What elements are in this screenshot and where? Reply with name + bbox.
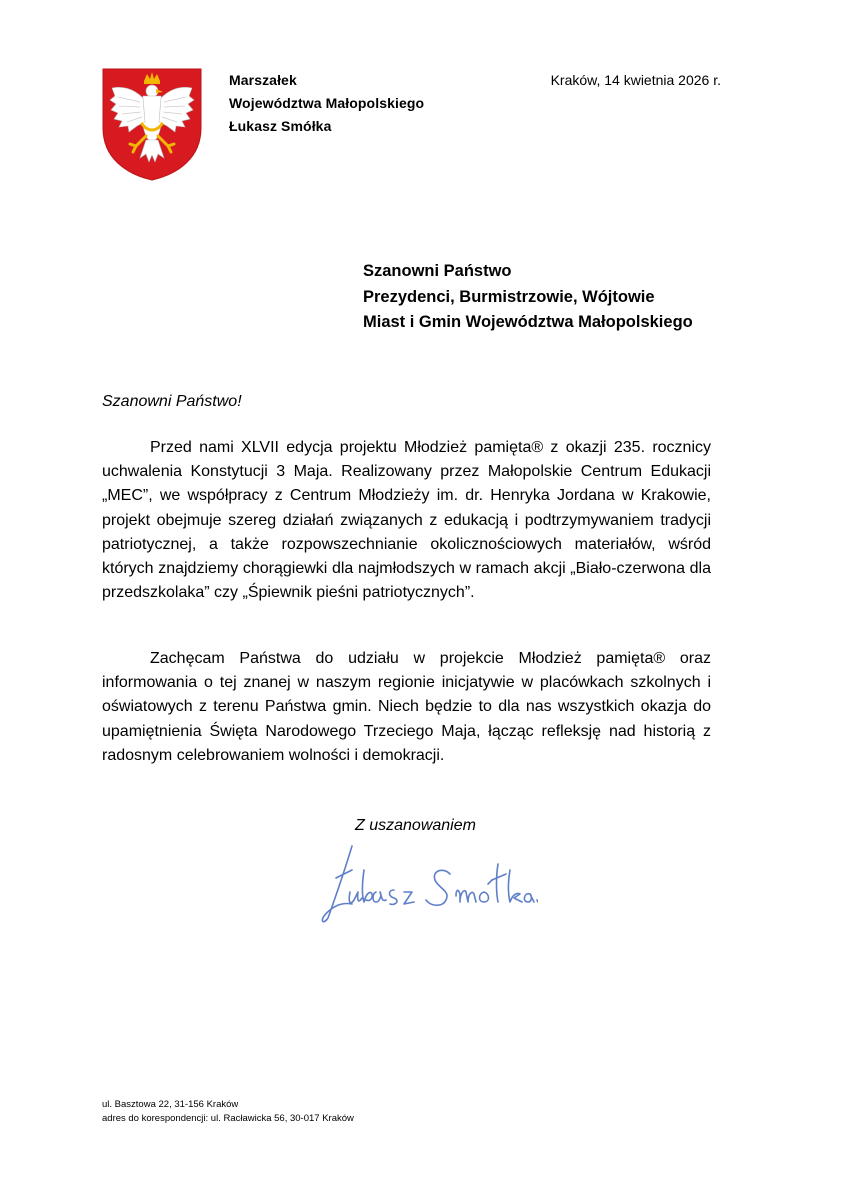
coat-of-arms-icon bbox=[100, 66, 204, 182]
body-paragraph-2: Zachęcam Państwa do udziału w projekcie Młodzież pamięta® oraz informowania o tej znanej w naszym regionie inicjatywie w placówkach szkolnych i oświatowych z terenu Państwa gmin. Niech będzie to dla nas wszystkich okazja do upamiętnienia Święta Narodowego Trzeciego Maja, łącząc refleksję nad historią z radosnym celebrowaniem wolności i demokracji. bbox=[102, 650, 711, 764]
recipient-line-2: Prezydenci, Burmistrzowie, Wójtowie bbox=[363, 287, 655, 306]
letter-date: Kraków, 14 kwietnia 2026 r. bbox=[550, 72, 721, 88]
sender-name: Łukasz Smółka bbox=[229, 118, 332, 134]
handwritten-signature bbox=[316, 840, 538, 930]
recipient-line-3: Miast i Gmin Województwa Małopolskiego bbox=[363, 313, 693, 331]
sender-title: Marszałek bbox=[229, 72, 297, 88]
footer-address-line-2: adres do korespondencji: ul. Racławicka 56, 30-017 Kraków bbox=[102, 1113, 354, 1124]
sender-block bbox=[229, 69, 424, 138]
salutation: Szanowni Państwo! bbox=[102, 393, 242, 410]
footer-address-line-1: ul. Basztowa 22, 31-156 Kraków bbox=[102, 1099, 239, 1110]
recipient-block bbox=[363, 259, 693, 336]
recipient-line-1: Szanowni Państwo bbox=[363, 262, 512, 280]
sender-office: Województwa Małopolskiego bbox=[229, 95, 425, 111]
body-paragraph-1: Przed nami XLVII edycja projektu Młodzież pamięta® z okazji 235. rocznicy uchwalenia Konstytucji 3 Maja. Realizowany przez Małopolskie Centrum Edukacji „MEC”, we współpracy z Centrum Młodzieży im. dr. Henryka Jordana w Krakowie, projekt obejmuje szereg działań związanych z edukacją i podtrzymywaniem tradycji patriotycznej, a także rozpowszechnianie okolicznościowych materiałów, wśród których znajdziemy chorągiewki dla najmłodszych w ramach akcji „Biało-czerwona dla przedszkolaka” czy „Śpiewnik pieśni patriotycznych”. bbox=[102, 439, 711, 602]
closing-phrase: Z uszanowaniem bbox=[355, 817, 476, 834]
footer-address bbox=[102, 1098, 354, 1126]
